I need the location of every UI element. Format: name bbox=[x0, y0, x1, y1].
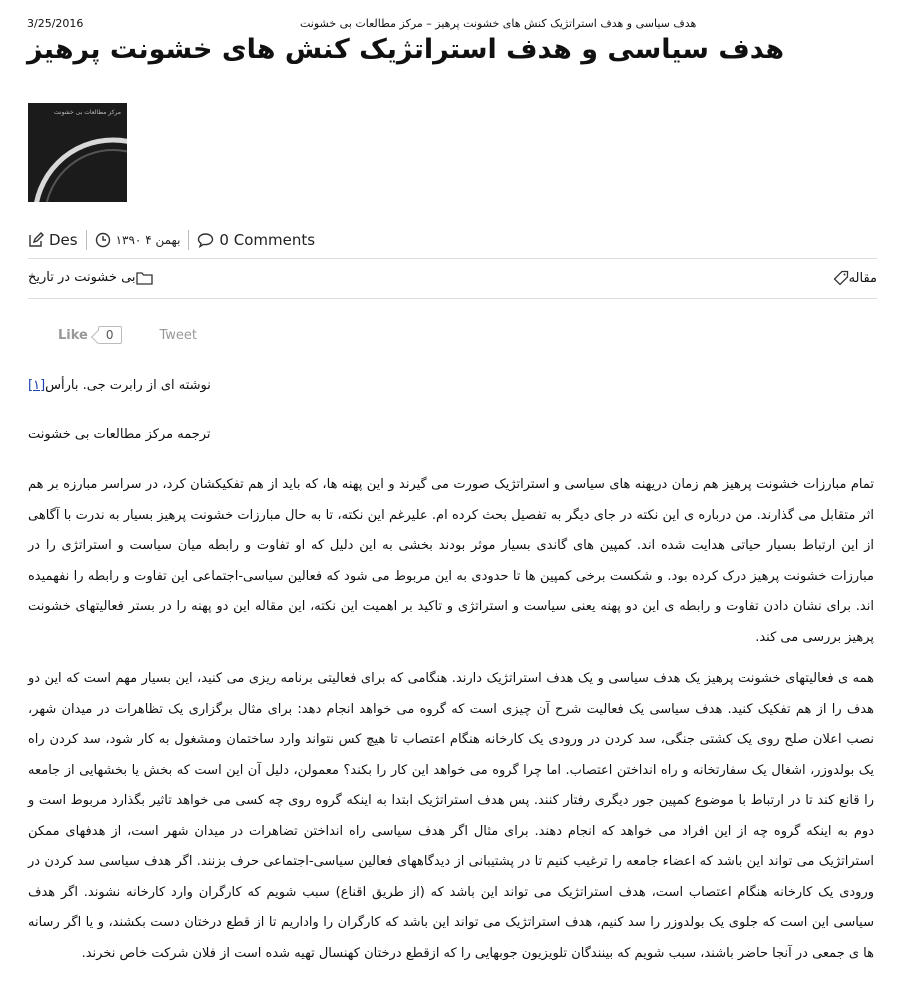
tag-icon bbox=[833, 270, 849, 286]
folder-icon bbox=[136, 271, 153, 285]
tags-divider-line bbox=[28, 298, 877, 299]
meta-divider-line bbox=[28, 258, 877, 259]
print-date: 3/25/2016 bbox=[27, 17, 84, 30]
tweet-button[interactable]: Tweet bbox=[159, 327, 198, 343]
author-text: نوشته ای از رابرت جی. بارأس bbox=[45, 378, 211, 393]
type-label: مقاله bbox=[848, 270, 877, 286]
body-paragraph: همه ی فعالیتهای خشونت پرهیز یک هدف سیاسی و یک هدف استراتژیک دارند. هنگامی که برای فعالیتی برنامه ریزی می کنید، این بسیار مهم است که این دو هدف را از هم تفکیک کنید. هدف سیاسی یک فعالیت شرح آن چیزی است که گروه می خواهد انجام دهد: برای مثال برگزاری یک تظاهرات در میدان شهر، نصب اعلان صلح روی یک کشتی جنگی، سد کردن در ورودی یک کارخانه هنگام اعتصاب تا هیچ کس نتواند وارد ساختمان ومشغول به کار شود، سد کردن راه یک بولدوزر، اشغال یک سفارتخانه و راه انداختن اعتصاب. اما چرا گروه می خواهد این کار را بکند؟ معمولن، دلیل آن این است که بخش یا بخشهایی از جامعه را قانع کند تا در ارتباط با موضوع کمپین جور دیگری رفتار کنند. پس هدف استراتژیک ابتدا به اینکه گروه روی چه کسی می خواهد تاثیر بگذارد مربوط است و دوم به اینکه گروه چه از این افراد می خواهد که انجام دهند. برای مثال اگر هدف سیاسی راه انداختن تضاهرات در میدان شهر است، از هدفهای ممکن استراتژیک می تواند این باشد که اعضاء جامعه را ترغیب کنیم تا در پشتیبانی از دیدگاههای فعالین سیاسی-اجتماعی حرف بزنند. اگر هدف سیاسی سد کردن در ورودی یک کارخانه هنگام اعتصاب است، هدف استراتژیک می تواند این باشد که (از طریق اقناع) سبب شویم که کارگران وارد کارخانه نشوند. اگر هدف سیاسی این است که جلوی یک بولدوزر را سد کنیم، هدف استراتژیک می تواند این باشد که کارگران را واداریم تا از قطع درختان دست بکشند، و یا اگر رسانه ها ی جمعی در آنجا حاضر باشند، سبب شویم که بینندگان تلویزیون جوبهایی را که ازقطع درختان کهنسال تهیه شده است از فلان شرکت خاص نخرند. bbox=[28, 671, 874, 961]
category-label: بی خشونت در تاریخ bbox=[28, 270, 136, 285]
comment-icon bbox=[197, 232, 214, 248]
post-meta bbox=[28, 229, 315, 251]
meta-comments[interactable] bbox=[197, 231, 315, 249]
thumbnail-caption: مرکز مطالعات بی خشونت bbox=[54, 109, 121, 116]
edit-icon bbox=[28, 232, 44, 248]
clock-icon bbox=[95, 232, 111, 248]
category-tag[interactable] bbox=[28, 270, 159, 285]
article-thumbnail[interactable] bbox=[28, 103, 127, 202]
footnote-link[interactable]: [۱] bbox=[28, 378, 46, 393]
author-line bbox=[28, 378, 211, 393]
meta-divider bbox=[188, 230, 189, 250]
meta-comments-count: 0 Comments bbox=[219, 231, 316, 249]
type-tag[interactable] bbox=[829, 270, 877, 286]
meta-date-text: بهمن ۴ ۱۳۹۰ bbox=[115, 233, 181, 247]
meta-author[interactable] bbox=[28, 231, 78, 249]
like-button[interactable]: Like bbox=[58, 327, 88, 343]
meta-date bbox=[95, 232, 181, 248]
like-count: 0 bbox=[98, 326, 122, 344]
body-paragraph: تمام مبارزات خشونت پرهیز هم زمان دریهنه های سیاسی و استراتژیک صورت می گیرند و این پهنه ها، که باید از هم تفکیکشان کرد، در سراسر مبارزه بر هم اثر متقابل می گذارند. من درباره ی این نکته در جای دیگر به تفصیل بحث کرده ام. علیرغم این نکته، تا به حال مبارزات خشونت پرهیز بسیار به ندرت با آگاهی از این ارتباط بسیار حیاتی هدایت شده اند. کمپین های گاندی بسیار موثر بودند بخشی به این دلیل که او تفاوت و رابطه میان سیاست و استراتژی را در مبارزات خشونت پرهیز درک کرده بود. و شکست برخی کمپین ها تا حدودی به این مربوط می شود که فعالین سیاسی-اجتماعی این تفاوت و رابطه را نفهمیده اند. برای نشان دادن تفاوت و رابطه ی این دو پهنه یعنی سیاست و استراتژی و تاکید بر اهمیت این نکته، این مقاله این دو پهنه را در بستر فعالیتهای خشونت پرهیز بررسی می کند. bbox=[28, 477, 874, 645]
thumbnail-image bbox=[28, 103, 127, 202]
translator-line: ترجمه مرکز مطالعات بی خشونت bbox=[28, 427, 211, 442]
meta-divider bbox=[86, 230, 87, 250]
print-header-title: هدف سیاسی و هدف استراتژیک کنش های خشونت پرهیز – مرکز مطالعات بی خشونت bbox=[300, 17, 697, 30]
meta-author-name: Des bbox=[49, 231, 78, 249]
social-buttons bbox=[58, 326, 197, 344]
article-title: هدف سیاسی و هدف استراتژیک کنش های خشونت پرهیز bbox=[27, 34, 785, 65]
